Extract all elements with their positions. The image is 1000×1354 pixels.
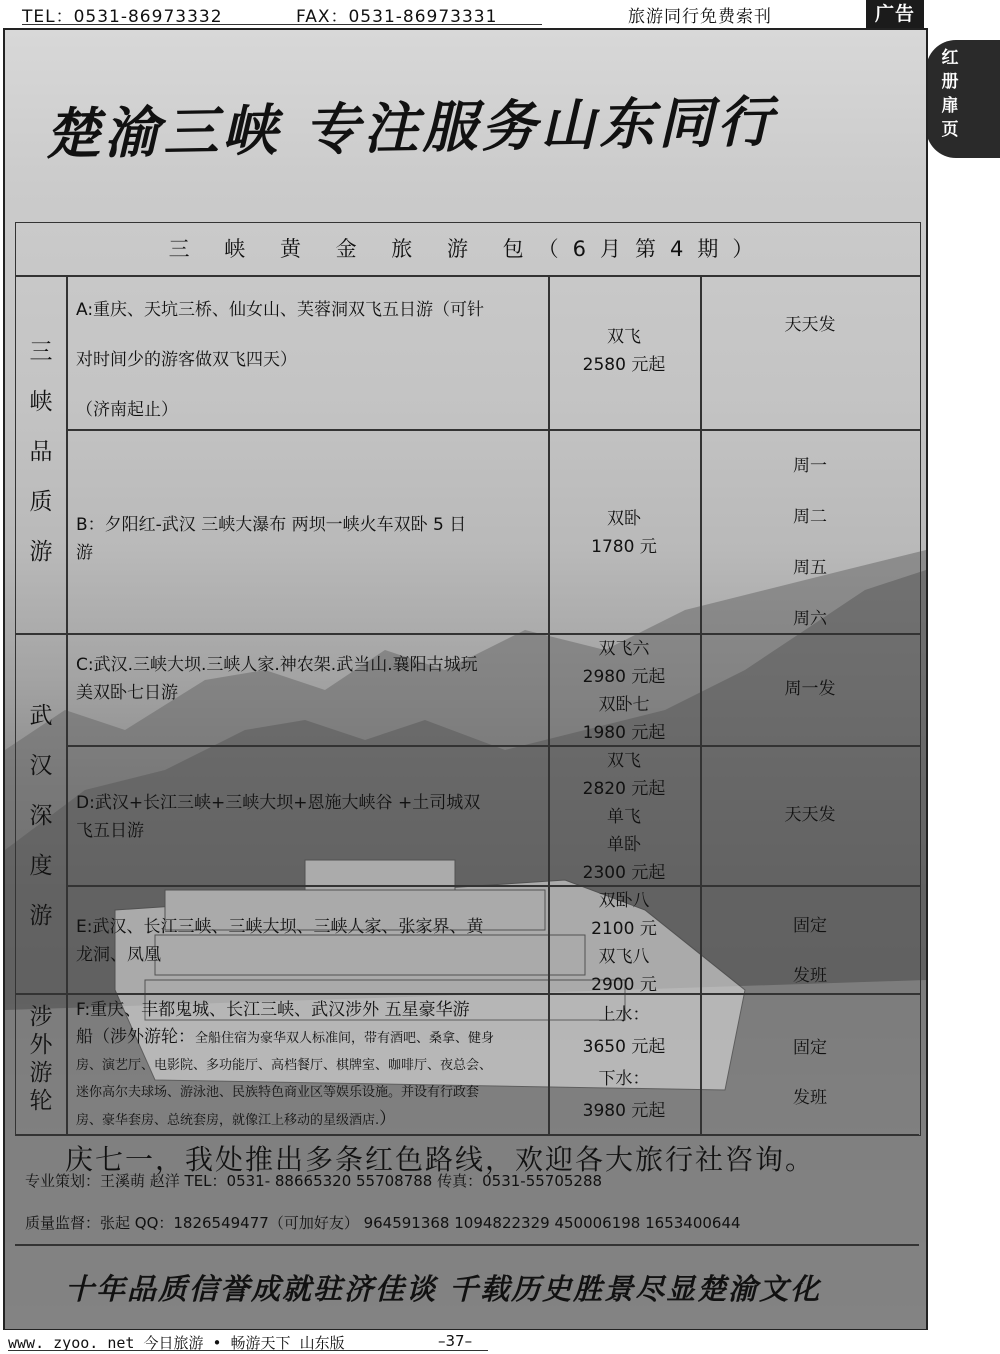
group-title xyxy=(16,691,66,941)
schedule-line: 天天发 xyxy=(784,315,836,335)
group-title-char: 游 xyxy=(29,539,53,565)
price-line: 双飞 xyxy=(607,327,641,347)
schedule-line: 周二 xyxy=(793,507,827,527)
desc-line: D:武汉+长江三峡+三峡大坝+恩施大峡谷 +土司城双 xyxy=(76,793,481,813)
group-title-char: 轮 xyxy=(29,1088,53,1114)
price-line: 单卧 xyxy=(607,835,641,855)
side-tab-char: 红 xyxy=(941,48,959,68)
schedule-line: 发班 xyxy=(793,1088,827,1108)
row-c-desc xyxy=(76,651,546,707)
price-line: 3650 元起 xyxy=(582,1037,666,1057)
schedule-line: 周六 xyxy=(793,609,827,629)
slogan: 十年品质信誉成就驻济佳谈 千载历史胜景尽显楚渝文化 xyxy=(65,1272,822,1306)
row-divider xyxy=(16,275,920,277)
footer-bar xyxy=(0,1330,1000,1354)
product-table xyxy=(15,222,921,1136)
desc-small xyxy=(76,1106,546,1134)
contact-box-border xyxy=(15,1244,919,1246)
schedule-line: 周五 xyxy=(793,558,827,578)
desc-line xyxy=(76,1024,546,1052)
price-line: 2980 元起 xyxy=(582,667,666,687)
row-f-desc xyxy=(76,997,546,1134)
group-title-char: 游 xyxy=(29,903,53,929)
desc-small: 房、演艺厅、电影院、多功能厅、高档餐厅、棋牌室、咖啡厅、夜总会、 xyxy=(76,1058,493,1073)
row-d-desc xyxy=(76,789,546,845)
page-number: –37– xyxy=(438,1332,473,1350)
schedule-line: 发班 xyxy=(793,966,827,986)
desc-line: C:武汉.三峡大坝.三峡人家.神农架.武当山.襄阳古城玩 xyxy=(76,655,478,675)
price-line: 3980 元起 xyxy=(582,1101,666,1121)
header-tel: TEL：0531-86973332 xyxy=(22,7,223,27)
col-divider xyxy=(700,275,702,1135)
desc-small-text: 房、豪华套房、总统套房，就像江上移动的星级酒店. xyxy=(76,1113,380,1128)
desc-line: A:重庆、天坑三桥、仙女山、芙蓉洞双飞五日游（可针 xyxy=(76,300,485,320)
price-line: 下水： xyxy=(598,1069,650,1089)
group-title-char: 涉 xyxy=(29,1004,53,1030)
group-title xyxy=(16,327,66,577)
row-divider xyxy=(66,885,920,887)
group-title-char: 汉 xyxy=(29,753,53,779)
row-f-price xyxy=(549,999,699,1127)
row-a-price xyxy=(549,323,699,379)
footer-underline xyxy=(8,1350,488,1351)
price-line: 2100 元 xyxy=(591,919,657,939)
promo-banner: 庆七一，我处推出多条红色路线，欢迎各大旅行社咨询。 xyxy=(65,1143,816,1176)
desc-line: 游 xyxy=(76,543,93,563)
desc-line: 对时间少的游客做双飞四天） xyxy=(76,350,297,370)
price-line: 上水： xyxy=(598,1005,650,1025)
price-line: 双卧八 xyxy=(598,891,650,911)
desc-small: 迷你高尔夫球场、游泳池、民族特色商业区等娱乐设施。并设有行政套 xyxy=(76,1085,480,1100)
desc-line: F:重庆、丰都鬼城、长江三峡、武汉涉外 五星豪华游 xyxy=(76,1000,470,1020)
row-divider xyxy=(66,745,920,747)
group-title-char: 深 xyxy=(29,803,53,829)
desc-line: 美双卧七日游 xyxy=(76,683,178,703)
row-e-desc xyxy=(76,913,546,969)
contact-line-2: 质量监督：张起 QQ：1826549477（可加好友） 964591368 1094822329 450006198 1653400644 xyxy=(25,1214,741,1232)
group-title-char: 三 xyxy=(29,339,53,365)
group-title-char: 外 xyxy=(29,1032,53,1058)
row-c-schedule xyxy=(701,675,919,703)
price-line: 2900 元 xyxy=(591,975,657,995)
desc-lead: 船（涉外游轮： xyxy=(76,1027,195,1047)
side-tab-char: 扉 xyxy=(941,96,959,116)
schedule-line: 固定 xyxy=(793,1038,827,1058)
desc-tail: ） xyxy=(379,1109,397,1129)
group-title-char: 峡 xyxy=(29,389,53,415)
price-line: 1980 元起 xyxy=(582,723,666,743)
group-title xyxy=(16,1003,66,1115)
group-title-char: 武 xyxy=(29,703,53,729)
price-line: 1780 元 xyxy=(591,537,657,557)
price-line: 双飞八 xyxy=(598,947,650,967)
price-line: 2820 元起 xyxy=(582,779,666,799)
row-a-desc xyxy=(76,285,546,435)
price-line: 2300 元起 xyxy=(582,863,666,883)
price-line: 2580 元起 xyxy=(582,355,666,375)
group-title-char: 度 xyxy=(29,853,53,879)
desc-line: 飞五日游 xyxy=(76,821,144,841)
side-tab xyxy=(926,40,1000,158)
row-d-schedule xyxy=(701,801,919,829)
desc-small: 全船住宿为豪华双人标准间，带有酒吧、桑拿、健身 xyxy=(195,1031,495,1046)
price-line: 双卧 xyxy=(607,509,641,529)
desc-line: （济南起止） xyxy=(76,400,178,420)
contact-line-1: 专业策划：王溪萌 赵洋 TEL：0531- 88665320 55708788 传真：0531-55705288 xyxy=(25,1172,603,1190)
side-tab-char: 册 xyxy=(941,72,959,92)
group-title-char: 质 xyxy=(29,489,53,515)
row-b-price xyxy=(549,505,699,561)
ad-badge: 广告 xyxy=(866,0,924,28)
header-fax: FAX：0531-86973331 xyxy=(296,7,498,27)
group-title-char: 品 xyxy=(29,439,53,465)
row-e-price xyxy=(549,887,699,999)
contact-box-border xyxy=(15,1134,919,1136)
row-a-schedule xyxy=(701,311,919,339)
desc-line: E:武汉、长江三峡、三峡大坝、三峡人家、张家界、黄 xyxy=(76,917,484,937)
row-b-schedule xyxy=(701,441,919,645)
desc-line: B：夕阳红-武汉 三峡大瀑布 两坝一峡火车双卧 5 日 xyxy=(76,515,467,535)
price-line: 双飞 xyxy=(607,751,641,771)
price-line: 双卧七 xyxy=(598,695,650,715)
group-title-char: 游 xyxy=(29,1060,53,1086)
schedule-line: 周一发 xyxy=(784,679,836,699)
top-bar xyxy=(0,0,1000,28)
table-caption: 三 峡 黄 金 旅 游 包（6月第4期） xyxy=(168,237,768,261)
header-underline xyxy=(22,24,542,25)
row-d-price xyxy=(549,747,699,887)
desc-line: 龙洞、凤凰 xyxy=(76,945,161,965)
schedule-line: 天天发 xyxy=(784,805,836,825)
schedule-line: 周一 xyxy=(793,456,827,476)
col-divider xyxy=(66,275,68,1135)
price-line: 双飞六 xyxy=(598,639,650,659)
side-tab-char: 页 xyxy=(941,120,959,140)
headline: 楚渝三峡 专注服务山东同行 xyxy=(44,88,777,167)
header-tagline: 旅游同行免费索刊 xyxy=(628,7,772,27)
price-line: 单飞 xyxy=(607,807,641,827)
schedule-line: 固定 xyxy=(793,916,827,936)
row-b-desc xyxy=(76,511,546,567)
footer-site: www. zyoo. net 今日旅游 • 畅游天下 山东版 xyxy=(8,1334,345,1352)
row-f-schedule xyxy=(701,1023,919,1123)
row-e-schedule xyxy=(701,901,919,1001)
row-c-price xyxy=(549,635,699,747)
ad-panel xyxy=(3,28,928,1331)
